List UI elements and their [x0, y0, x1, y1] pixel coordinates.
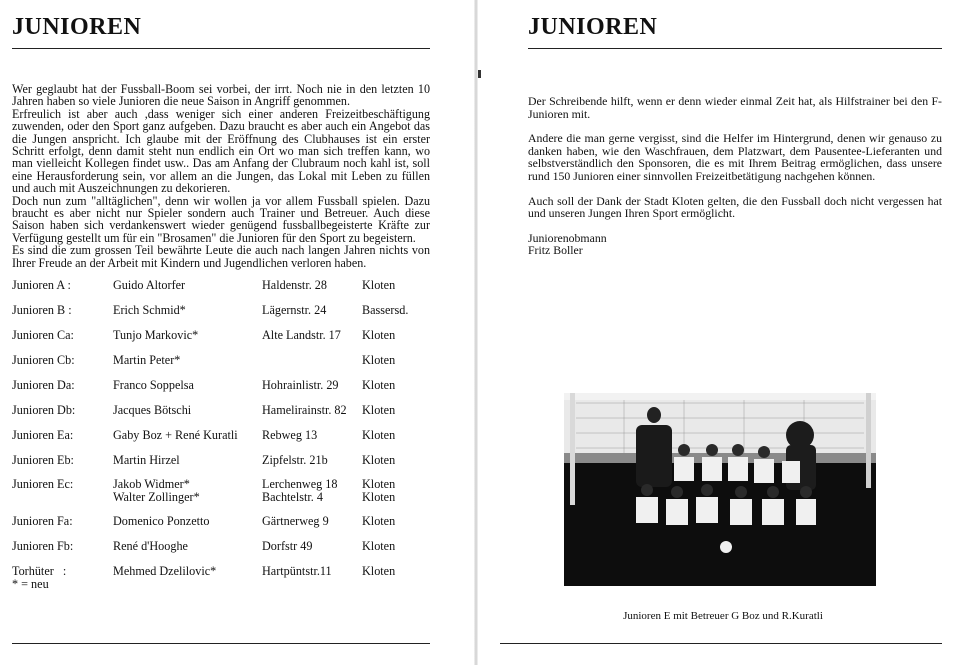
roster-trainer: Jakob Widmer* Walter Zollinger* — [113, 477, 200, 504]
intro-paragraph: Doch nun zum "alltäglichen", denn wir wollen ja vor allem Fussball spielen. Dazu braucht es aber nicht nur Spieler sondern auch Trainer und Betreuer. Auch diese Saison haben sich verdankenswert wieder genügend fussballbegeisterte Kräfte zur Verfügung gestellt um für ein "Brosamen" die Junioren für den Sport zu begeistern. — [12, 193, 430, 245]
signature-title: Juniorenobmann — [528, 230, 607, 245]
intro-text — [12, 83, 430, 269]
right-page — [478, 0, 960, 665]
roster-place: Kloten — [362, 328, 396, 342]
signature-name: Fritz Boller — [528, 243, 583, 258]
roster-trainer: Domenico Ponzetto — [113, 514, 210, 528]
roster-place: Kloten — [362, 539, 396, 553]
roster-place: Bassersd. — [362, 303, 409, 317]
roster-trainer: René d'Hooghe — [113, 539, 188, 553]
roster-trainer: Martin Peter* — [113, 353, 181, 367]
roster-trainer: Martin Hirzel — [113, 453, 180, 467]
roster-team: Junioren Fb: — [12, 539, 74, 553]
right-page-heading: JUNIOREN — [528, 14, 658, 40]
roster-team: Torhüter : — [12, 564, 67, 578]
roster-place: Kloten — [362, 353, 396, 367]
intro-paragraph: Wer geglaubt hat der Fussball-Boom sei vorbei, der irrt. Noch nie in den letzten 10 Jahren haben so viele Junioren die neue Saison in Angriff genommen. — [12, 82, 430, 109]
roster-trainer: Jacques Bötschi — [113, 403, 192, 417]
roster-trainer: Erich Schmid* — [113, 303, 186, 317]
signature — [528, 232, 942, 257]
roster-place: Kloten — [362, 378, 396, 392]
roster-team: Junioren Da: — [12, 378, 75, 392]
left-page — [0, 0, 475, 665]
roster-team: Junioren B : — [12, 303, 72, 317]
roster-place: Kloten — [362, 453, 396, 467]
roster-team: Junioren Ca: — [12, 328, 74, 342]
footer-rule — [500, 643, 942, 644]
roster-team: Junioren Db: — [12, 403, 76, 417]
roster-street: Lägernstr. 24 — [262, 303, 327, 317]
roster-team: Junioren Ec: — [12, 477, 74, 491]
roster-place: Kloten Kloten — [362, 477, 396, 504]
roster-team: Junioren A : — [12, 278, 71, 292]
roster-street: Alte Landstr. 17 — [262, 328, 341, 342]
roster-street: Hartpüntstr.11 — [262, 564, 332, 578]
roster-street: Zipfelstr. 21b — [262, 453, 328, 467]
roster-place: Kloten — [362, 514, 396, 528]
page-edge-mark — [478, 70, 481, 78]
heading-rule — [12, 48, 430, 49]
team-photo — [564, 393, 876, 586]
roster-place: Kloten — [362, 428, 396, 442]
roster-trainer: Franco Soppelsa — [113, 378, 194, 392]
roster-street: Haldenstr. 28 — [262, 278, 327, 292]
roster-street: Hohrainlistr. 29 — [262, 378, 339, 392]
heading-rule — [528, 48, 942, 49]
closing-text — [528, 95, 942, 269]
roster-team: Junioren Cb: — [12, 353, 75, 367]
roster-team: Junioren Fa: — [12, 514, 73, 528]
roster-trainer: Guido Altorfer — [113, 278, 186, 292]
photo-caption: Junioren E mit Betreuer G Boz und R.Kuratli — [623, 610, 823, 622]
intro-paragraph: Es sind die zum grossen Teil bewährte Leute die auch nach langen Jahren nichts von Ihrer Freude an der Arbeit mit Kindern und Jugendlichen verloren haben. — [12, 243, 430, 270]
roster-team: Junioren Eb: — [12, 453, 74, 467]
roster-street: Rebweg 13 — [262, 428, 318, 442]
closing-paragraph: Andere die man gerne vergisst, sind die Helfer im Hintergrund, denen wir genauso zu danken haben, wie den Waschfrauen, dem Platzwart, dem Pausentee-Lieferanten und selbstverständlich den Sponsoren, die es mit Ihrem Beitrag ermöglichen, dass unsere rund 150 Junioren einer sinnvollen Freizeitbetätigung nachgehen können. — [528, 131, 942, 183]
roster-place: Kloten — [362, 403, 396, 417]
roster-street: Hamelirainstr. 82 — [262, 403, 347, 417]
footer-rule — [12, 643, 430, 644]
team-photo-image — [564, 393, 876, 586]
roster-legend: * = neu — [12, 577, 49, 591]
roster-trainer: Tunjo Markovic* — [113, 328, 199, 342]
left-page-heading: JUNIOREN — [12, 14, 142, 40]
roster-place: Kloten — [362, 278, 396, 292]
roster-street: Lerchenweg 18 Bachtelstr. 4 — [262, 477, 338, 504]
roster-trainer: Gaby Boz + René Kuratli — [113, 428, 238, 442]
roster-trainer: Mehmed Dzelilovic* — [113, 564, 217, 578]
roster-street: Dorfstr 49 — [262, 539, 313, 553]
roster-team: Junioren Ea: — [12, 428, 74, 442]
closing-paragraph: Der Schreibende hilft, wenn er denn wieder einmal Zeit hat, als Hilfstrainer bei den F-Junioren mit. — [528, 94, 942, 121]
roster-street: Gärtnerweg 9 — [262, 514, 329, 528]
closing-paragraph: Auch soll der Dank der Stadt Kloten gelten, die den Fussball doch nicht vergessen hat und unseren Jungen Ihren Sport ermöglicht. — [528, 193, 942, 221]
roster-place: Kloten — [362, 564, 396, 578]
intro-paragraph: Erfreulich ist aber auch ,dass weniger sich einer anderen Freizeitbeschäftigung zuwenden, oder den Sport ganz aufgeben. Dazu braucht es aber auch ein Angebot das die Jungen anspricht. Ich glaube mit der Eröffnung des Clubhauses ist ein erster Schritt erfolgt, denn damit steht nun endlich ein Ort wo man sich treffen kann, wo man vielleicht Kollegen findet usw.. Das am Anfang der Clubraum noch kahl ist, soll eine Herausforderung sein, vor allem an die Jungen, das Lokal mit Leben zu füllen und auch mit Auszeichnungen zu dekorieren. — [12, 106, 430, 196]
